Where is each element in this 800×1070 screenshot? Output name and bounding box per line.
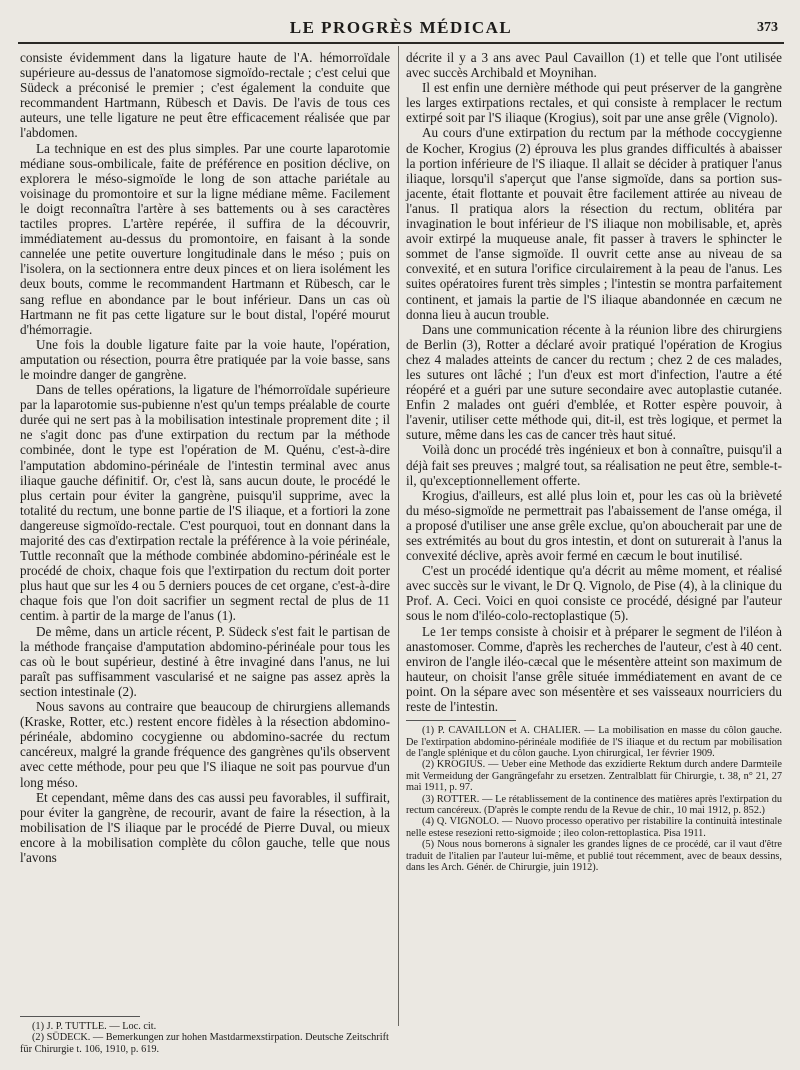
running-header [18, 14, 784, 44]
footnote-rule [20, 1016, 140, 1017]
paragraph: consiste évidemment dans la ligature haute de l'A. hémorroïdale supérieure au-dessus de l'anatomose sigmoïdo-rectale ; c'est celui que Südeck a préconisé le premier ; c'est également la conduite que recommandent Hartmann, Rübesch et Davis. De l'avis de tous ces auteurs, une telle ligature ne peut être efficacement réalisée que par l'abdomen. [20, 50, 390, 141]
footnote: (5) Nous nous bornerons à signaler les grandes lignes de ce procédé, car il vaut d'être traduit de l'italien par l'auteur lui-même, et publié tout récemment, avec de beaux dessins, dans les Arch. Génér. de Chirurgie, juin 1912). [406, 839, 782, 873]
paragraph: Krogius, d'ailleurs, est allé plus loin et, pour les cas où la brièveté du méso-sigmoïde ne permettrait pas l'abaissement de l'anse oméga, il a proposé d'utiliser une anse grêle exclue, qu'on aboucherait par une de ses extrémités au bout du gros intestin, et dont on suturerait à l'anus la convexité déclive, après avoir fermé en cæcum le bout inutilisé. [406, 487, 782, 564]
page-number: 373 [757, 20, 778, 35]
paragraph: Une fois la double ligature faite par la voie haute, l'opération, amputation ou résection, pourra être pratiquée par la voie basse, sans le moindre danger de gangrène. [20, 336, 390, 382]
footnote-rule [406, 720, 516, 721]
left-column [20, 50, 390, 865]
paragraph: Au cours d'une extirpation du rectum par la méthode coccygienne de Kocher, Krogius (2) éprouva les plus grandes difficultés à abaisser la portion inférieure de l'S iliaque. Il allait se décider à pratiquer l'anus iliaque, lorsqu'il s'aperçut que l'anse sigmoïde, dans sa portion sus-jacente, était flottante et pouvait être facilement attirée au niveau de l'anus. Il pratiqua alors la résection du rectum, oblitéra par invagination le bout inférieur de l'S iliaque non mobilisable, et, après avoir extirpé la muqueuse anale, fit passer à travers le sphincter le sommet de l'anse sigmoïde. Il ouvrit cette anse au niveau de sa convexité, et en sutura l'orifice circulairement à la peau de l'anus. Les suites opératoires furent très simples ; l'intestin se montra parfaitement continent, et jamais la partie de l'S iliaque abandonnée en cæcum ne donna lieu à aucun trouble. [406, 125, 782, 322]
footnote: (2) SÜDECK. — Bemerkungen zur hohen Mastdarmexstirpation. Deutsche Zeitschrift für Chirurgie t. 106, 1910, p. 619. [20, 1032, 389, 1055]
right-footnotes [406, 720, 782, 873]
paragraph: Voilà donc un procédé très ingénieux et bon à connaître, puisqu'il a déjà fait ses preuves ; malgré tout, sa réalisation ne peut être, semble-t-il, qu'exceptionnellement offerte. [406, 442, 782, 488]
left-footnotes [20, 1016, 390, 1055]
footnote: (1) J. P. TUTTLE. — Loc. cit. [32, 1021, 157, 1032]
paragraph: De même, dans un article récent, P. Südeck s'est fait le partisan de la méthode française d'amputation abdomino-périnéale pour tous les cas où le bout supérieur, destiné à être invaginé dans l'anus, ne lui paraît pas suffisamment vascularisé et ne saigne pas assez après la section intestinale (2). [20, 623, 390, 699]
paragraph: Nous savons au contraire que beaucoup de chirurgiens allemands (Kraske, Rotter, etc.) restent encore fidèles à la résection abdomino-périnéale, abdomino cocygienne ou abdomino-sacrée du rectum cancéreux, malgré la grande fréquence des gangrènes qu'ils observent avec cette méthode, pour peu que l'S iliaque ne soit pas pourvue d'un long méso. [20, 699, 390, 790]
right-column [406, 50, 782, 873]
journal-title: LE PROGRÈS MÉDICAL [289, 18, 513, 37]
paragraph: Dans de telles opérations, la ligature de l'hémorroïdale supérieure par la laparotomie sus-pubienne n'est qu'un temps préalable de courte durée qui ne sert pas à la mobilisation intestinale proprement dite ; il ne s'agit donc pas d'une extirpation du rectum par la méthode combinée, dont le type est l'opération de M. Quénu, c'est-à-dire l'amputation abdomino-périnéale de l'intestin terminal avec anus iliaque gauche définitif. Or, c'est là, sans aucun doute, le procédé le plus certain pour éviter la gangrène, puisqu'il supprime, avec la totalité du rectum, une bonne partie de l'S iliaque, et a fortiori la zone dangereuse sigmoïdo-rectale. C'est pourquoi, tout en donnant dans la majorité des cas d'extirpation rectale la préférence à la voie périnéale, Tuttle reconnaît que la méthode combinée abdomino-périnéale est le procédé de choix, chaque fois que l'extirpation du rectum doit porter plus haut que sur les 4 ou 5 derniers pouces de cet organe, c'est-à-dire chaque fois que l'on doit sacrifier un segment rectal de plus de 11 centim. à partir de la marge de l'anus (1). [20, 382, 390, 624]
column-divider [398, 46, 399, 1026]
paragraph: Dans une communication récente à la réunion libre des chirurgiens de Berlin (3), Rotter a déclaré avoir pratiqué l'opération de Krogius chez 4 malades atteints de cancer du rectum ; chez 2 de ces malades, les sutures ont lâché ; l'un d'eux est mort d'infection, l'autre a été réopéré et a guéri par une suture secondaire avec autoplastie cutanée. Enfin 2 malades ont guéri d'emblée, et Rotter espère pouvoir, à l'avenir, utiliser cette méthode qui, dit-il, est très logique, et permet la suture, même dans les cas de cancer très haut situé. [406, 321, 782, 443]
paragraph: Et cependant, même dans des cas aussi peu favorables, il suffirait, pour éviter la gangrène, de recourir, avant de faire la résection, à la mobilisation de l'S iliaque par le procédé de Pierre Duval, ou mieux encore à la mobilisation complète du côlon gauche, telle que nous l'avons [20, 789, 390, 865]
paragraph: décrite il y a 3 ans avec Paul Cavaillon (1) et telle que l'ont utilisée avec succès Archibald et Moynihan. [406, 50, 782, 81]
paragraph: Il est enfin une dernière méthode qui peut préserver de la gangrène les larges extirpations rectales, et qui consiste à remplacer le rectum extirpé soit par l'S iliaque (Krogius), soit par une anse grêle (Vignolo). [406, 80, 782, 126]
paragraph: C'est un procédé identique qu'a décrit au même moment, et réalisé avec succès sur le vivant, le Dr Q. Vignolo, de Pise (4), à la clinique du Prof. A. Ceci. Voici en quoi consiste ce procédé, désigné par l'auteur sous le nom d'iléo-colo-rectoplastique (5). [406, 563, 782, 624]
paragraph: La technique en est des plus simples. Par une courte laparotomie médiane sous-ombilicale, faite de préférence en position déclive, on explorera le méso-sigmoïde le long de son attache pariétale au voisinage du promontoire et sur la ligne médiane même. Facilement le doigt reconnaîtra l'artère à ses battements ou à ses caractères tactiles propres. L'artère repérée, il suffira de la découvrir, immédiatement au-dessus du promontoire, en faisant à la sonde cannelée une petite ouverture longitudinale dans le méso ; puis on l'isolera, on la sectionnera entre deux pinces et on liera isolément les deux bouts, comme le recommandent Hartmann et Rübesch, car le sang reflue en abondance par le bout inférieur. Dans un cas où Hartmann ne fit pas cette ligature sur le bout distal, l'opéré mourut d'hémorragie. [20, 140, 390, 337]
footnote: (3) ROTTER. — Le rétablissement de la continence des matières après l'extirpation du rectum cancéreux. (D'après le compte rendu de la Revue de chir., 10 mai 1912, p. 852.) [406, 793, 782, 816]
footnote: (1) P. CAVAILLON et A. CHALIER. — La mobilisation en masse du côlon gauche. De l'extirpation abdomino-périnéale modifiée de l'S iliaque et du rectum par mobilisation de l'angle splénique et du côlon gauche. Lyon chirurgical, 1er février 1909. [406, 725, 782, 759]
footnote: (4) Q. VIGNOLO. — Nuovo processo operativo per ristabilire la continuità intestinale nelle estese resezioni retto-sigmoide ; ileo colon-rettoplastica. Pisa 1911. [406, 816, 782, 839]
footnote: (2) KROGIUS. — Ueber eine Methode das exzidierte Rektum durch andere Darmteile mit Vermeidung der Gangrängefahr zu ersetzen. Zentralblatt für Chirurgie, t. 38, n° 21, 27 mai 1911, p. 97. [406, 759, 782, 794]
paragraph: Le 1er temps consiste à choisir et à préparer le segment de l'iléon à anastomoser. Comme, d'après les recherches de l'auteur, c'est à 40 cent. environ de l'angle iléo-cæcal que le mésentère atteint son maximum de hauteur, on choisit l'anse grêle située immédiatement en avant de ce point. On la sépare avec son mésentère et ses vaisseaux nourriciers du reste de l'intestin. [406, 623, 782, 715]
